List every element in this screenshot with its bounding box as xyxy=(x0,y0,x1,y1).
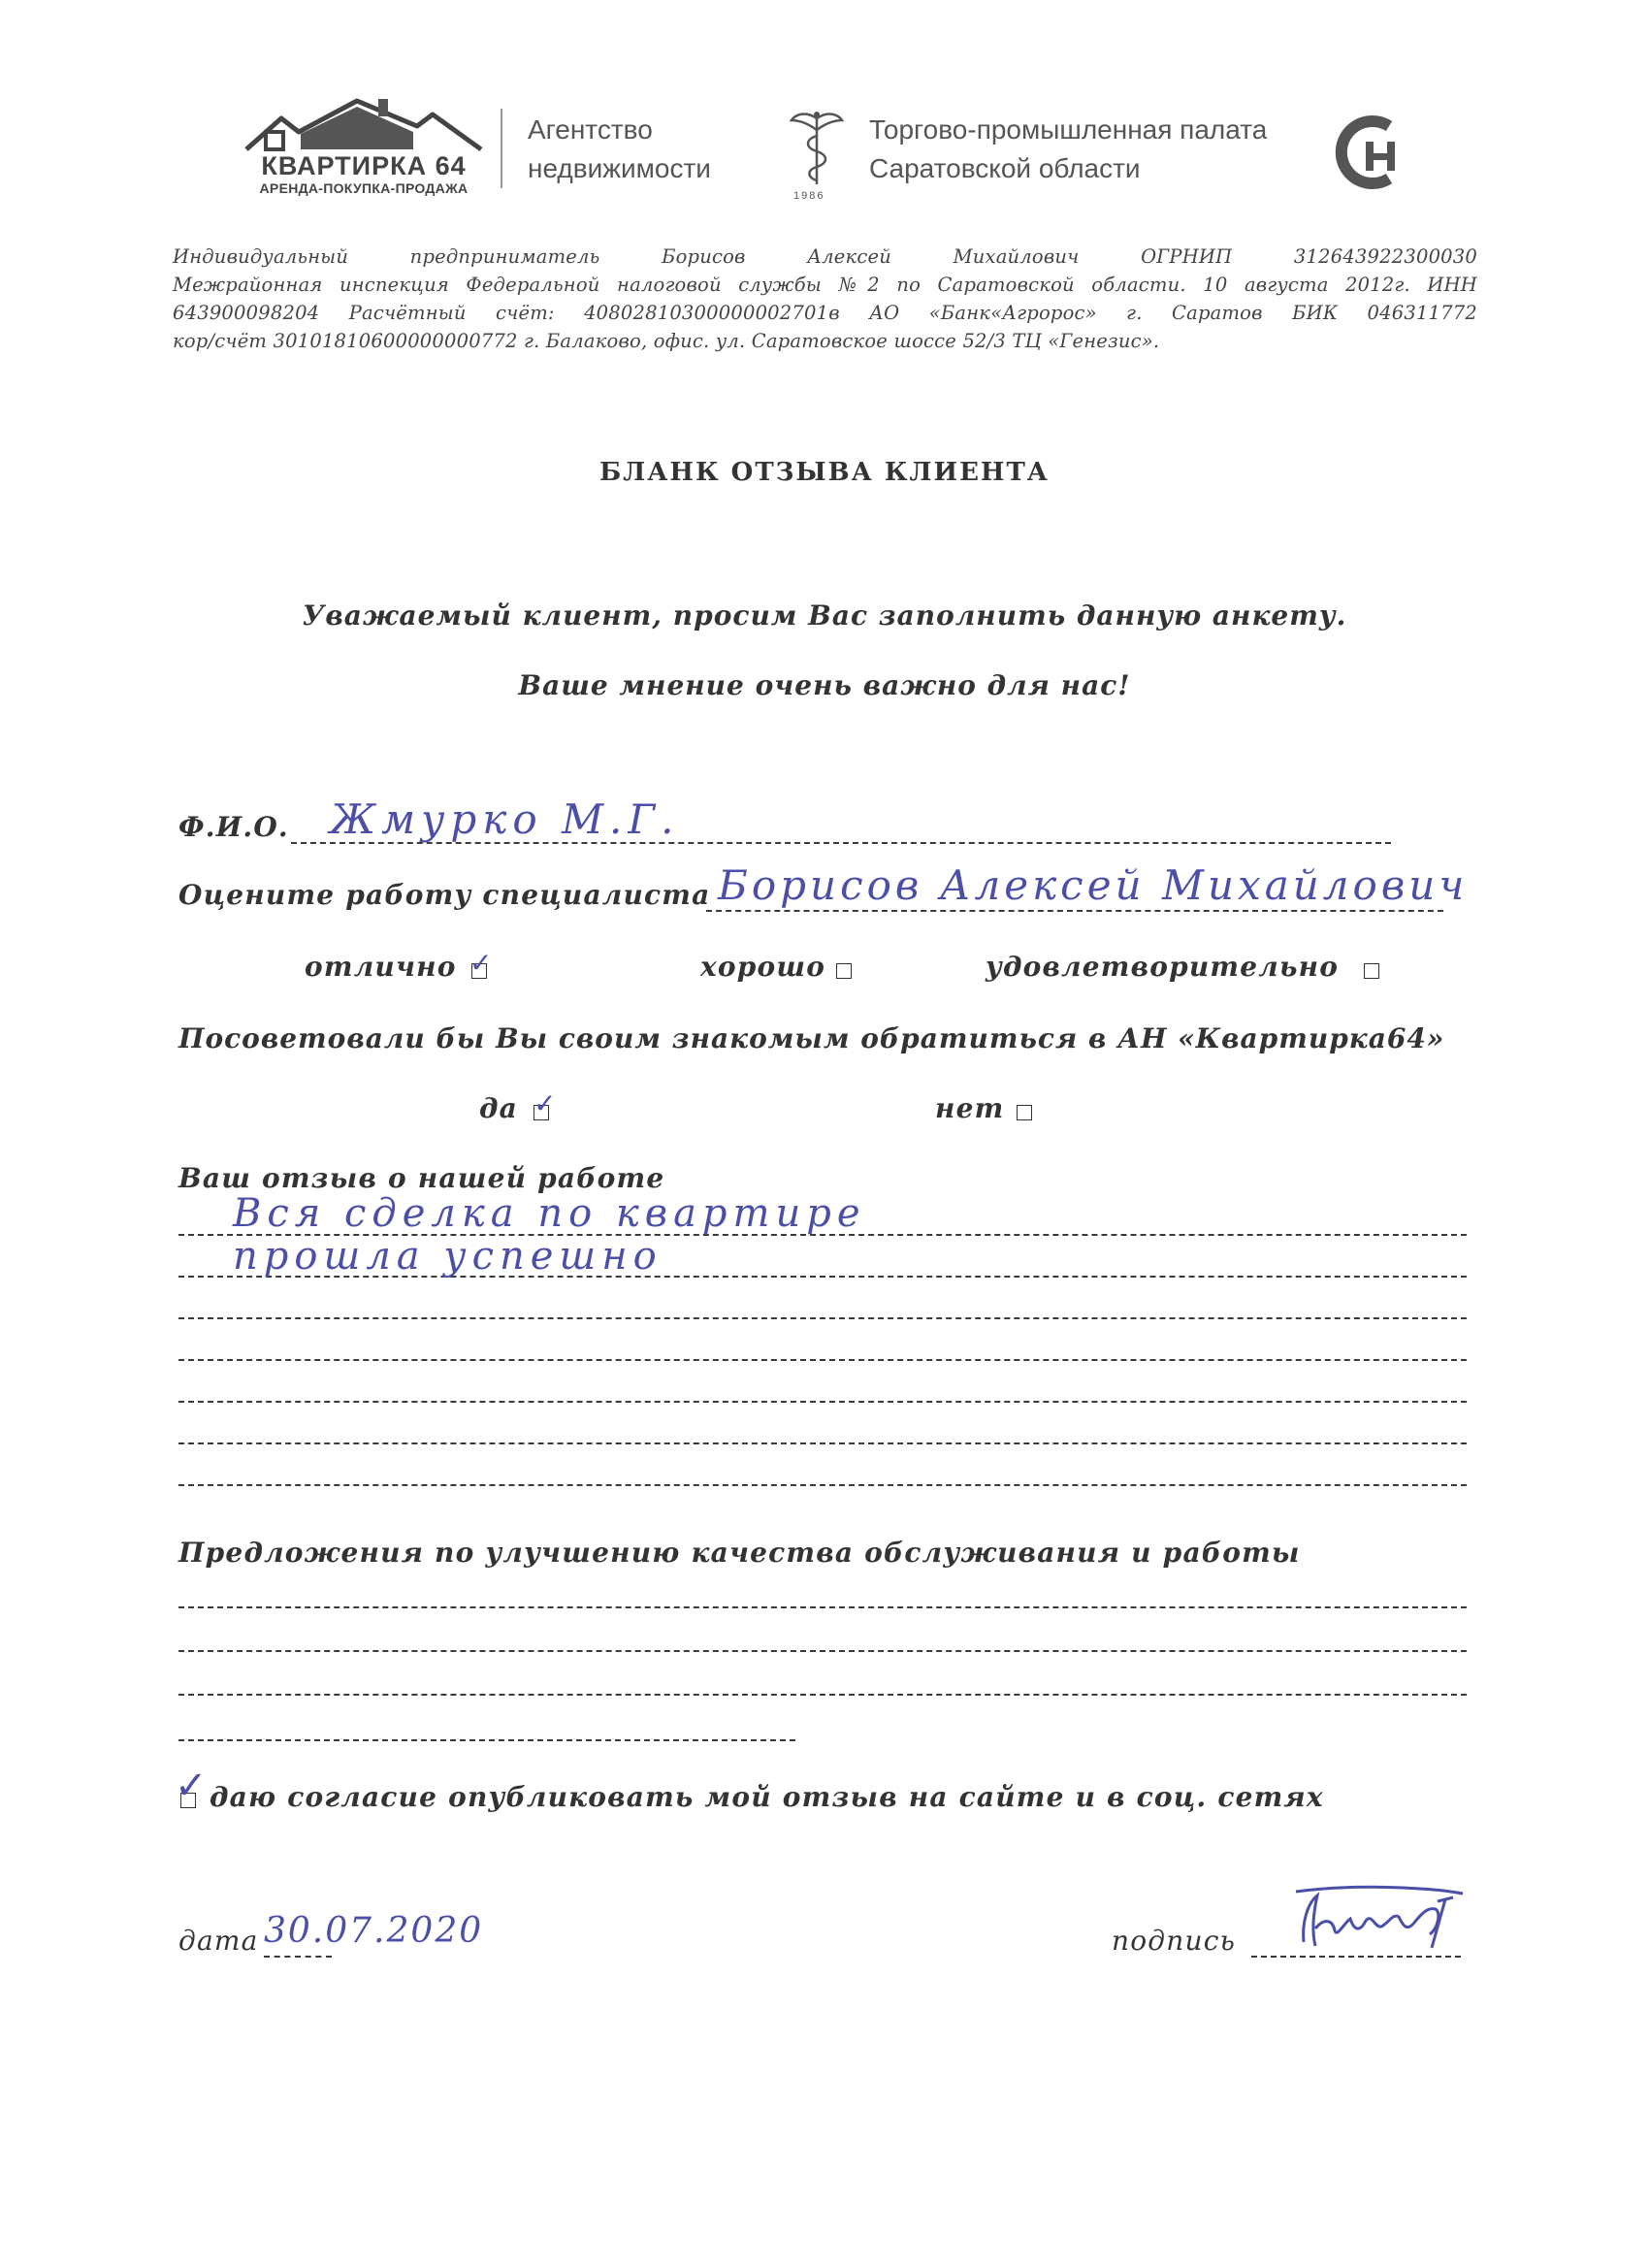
date-underline xyxy=(264,1956,332,1958)
form-title: БЛАНК ОТЗЫВА КЛИЕНТА xyxy=(599,458,1050,487)
agency-title xyxy=(528,111,711,188)
review-line-3 xyxy=(178,1317,1467,1319)
review-text-line-1[interactable]: Вся сделка по квартире xyxy=(233,1191,866,1236)
consent-checkmark: ✓ xyxy=(175,1764,208,1808)
suggestions-line-4 xyxy=(178,1739,795,1741)
house-roof-icon xyxy=(242,93,485,153)
rate-specialist-label: Оцените работу специалиста xyxy=(178,879,711,911)
review-line-5 xyxy=(178,1401,1467,1403)
chamber-line-1: Торгово-промышленная палата xyxy=(869,114,1268,145)
specialist-underline xyxy=(706,910,1443,912)
review-label: Ваш отзыв о нашей работе xyxy=(178,1162,665,1194)
requisites-line-2: Межрайонная инспекция Федеральной налоговой службы №2 по Саратовской области. 10 августа 2012г. ИНН xyxy=(173,274,1477,296)
rating-option-good-label: хорошо xyxy=(700,951,826,983)
signature-label: подпись xyxy=(1112,1925,1237,1957)
requisites-line-1: Индивидуальный предприниматель Борисов Алексей Михайлович ОГРНИП 312643922300030 xyxy=(173,245,1477,268)
recommend-label: Посоветовали бы Вы своим знакомым обратиться в АН «Квартирка64» xyxy=(178,1022,1445,1054)
chamber-title xyxy=(869,111,1267,188)
chamber-year: 1986 xyxy=(793,190,825,202)
rating-satisfactory-checkbox[interactable] xyxy=(1364,963,1379,979)
date-label: дата xyxy=(178,1925,259,1957)
sn-logo-icon xyxy=(1333,113,1405,192)
recommend-yes-label: да xyxy=(479,1092,519,1124)
agency-logo xyxy=(242,93,485,200)
review-line-6 xyxy=(178,1442,1467,1444)
chamber-of-commerce-emblem-icon xyxy=(788,107,846,190)
recommend-no-checkbox[interactable] xyxy=(1017,1105,1032,1120)
agency-line-2: недвижимости xyxy=(528,153,711,183)
logo-tagline: АРЕНДА-ПОКУПКА-ПРОДАЖА xyxy=(259,180,469,196)
requisites-line-4: кор/счёт 30101810600000000772 г. Балаково, офис. ул. Саратовское шоссе 52/3 ТЦ «Генезис». xyxy=(173,330,1160,352)
recommend-no-label: нет xyxy=(935,1092,1005,1124)
greeting-line-1: Уважаемый клиент, просим Вас заполнить данную анкету. xyxy=(302,599,1347,632)
consent-label: даю согласие опубликовать мой отзыв на сайте и в соц. сетях xyxy=(210,1781,1324,1813)
suggestions-line-2 xyxy=(178,1650,1467,1652)
fio-input[interactable]: Жмурко М.Г. xyxy=(330,795,680,843)
date-input[interactable]: 30.07.2020 xyxy=(264,1911,484,1951)
agency-line-1: Агентство xyxy=(528,114,653,145)
rating-option-satisfactory-label: удовлетворительно xyxy=(986,951,1340,983)
review-text-line-2[interactable]: прошла успешно xyxy=(233,1234,663,1279)
handwritten-signature-icon xyxy=(1257,1874,1480,1961)
rating-good-checkbox[interactable] xyxy=(836,963,852,979)
suggestions-label: Предложения по улучшению качества обслуживания и работы xyxy=(178,1537,1301,1569)
specialist-input[interactable]: Борисов Алексей Михайлович xyxy=(718,861,1469,909)
suggestions-line-1 xyxy=(178,1606,1467,1608)
business-requisites xyxy=(173,243,1477,355)
review-line-4 xyxy=(178,1359,1467,1361)
logo-brand: КВАРТИРКА 64 xyxy=(261,151,467,180)
fio-label: Ф.И.О. xyxy=(178,811,289,843)
suggestions-line-3 xyxy=(178,1694,1467,1696)
greeting-line-2: Ваше мнение очень важно для нас! xyxy=(518,669,1131,701)
header-divider xyxy=(501,109,502,188)
rating-excellent-checkmark: ✓ xyxy=(469,947,493,979)
recommend-yes-checkmark: ✓ xyxy=(534,1087,557,1119)
review-line-7 xyxy=(178,1484,1467,1486)
requisites-line-3: 643900098204 Расчётный счёт: 40802810300000002701в АО «Банк«Агророс» г. Саратов БИК 046311772 xyxy=(173,302,1477,324)
chamber-line-2: Саратовской области xyxy=(869,153,1141,183)
rating-option-excellent-label: отлично xyxy=(305,951,457,983)
